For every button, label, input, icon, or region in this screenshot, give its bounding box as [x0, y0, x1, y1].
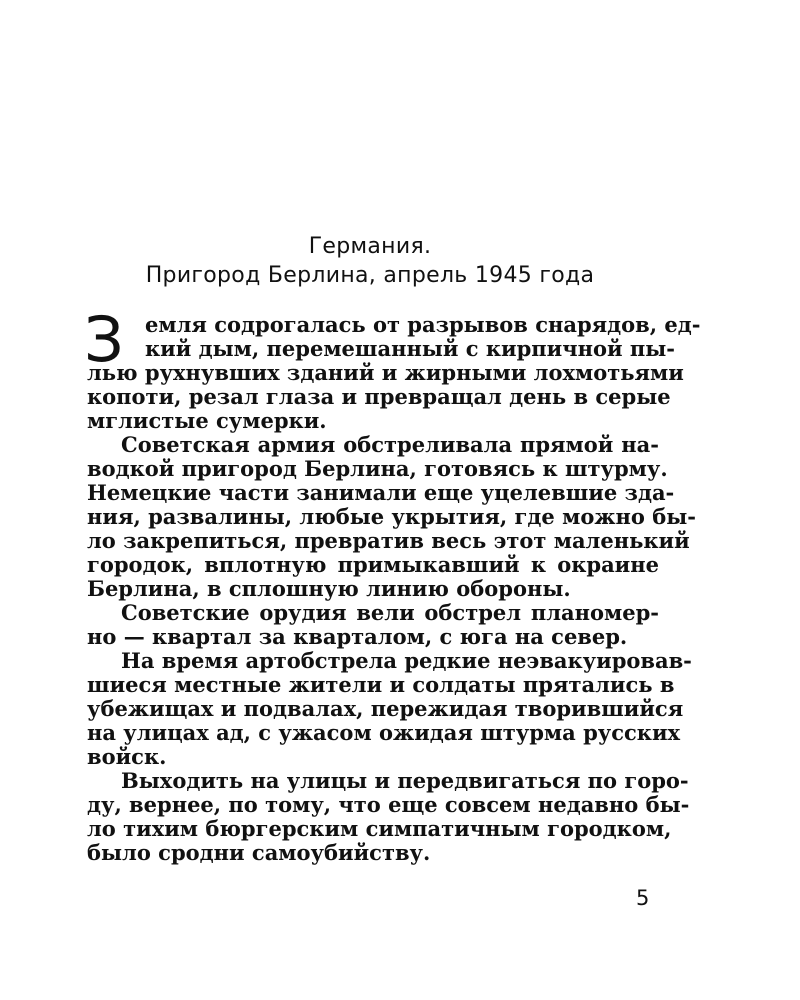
body-text [84, 303, 701, 865]
text-line: ло закрепиться, превратив весь этот маленький [87, 528, 690, 553]
text-line: ния, развалины, любые укрытия, где можно бы- [87, 504, 696, 529]
text-line: Берлина, в сплошную линию обороны. [87, 576, 571, 601]
heading-line-place-date: Пригород Берлина, апрель 1945 года [145, 263, 595, 288]
text-line: водкой пригород Берлина, готовясь к штурму. [87, 456, 668, 481]
text-line: Советская армия обстреливала прямой на- [121, 432, 659, 457]
text-line: На время артобстрела редкие неэвакуировав- [121, 648, 692, 673]
page-number: 5 [636, 886, 650, 910]
text-line: ду, вернее, по тому, что еще совсем недавно бы- [87, 792, 690, 817]
text-line: Советские орудия вели обстрел планомер- [121, 600, 659, 625]
text-line: на улицах ад, с ужасом ожидая штурма русских [87, 720, 681, 745]
chapter-heading [90, 232, 650, 290]
text-line: Выходить на улицы и передвигаться по горо- [121, 768, 689, 793]
text-line: убежищах и подвалах, пережидая творившийся [87, 696, 684, 721]
text-line: было сродни самоубийству. [87, 840, 431, 865]
text-line: кий дым, перемешанный с кирпичной пы- [145, 336, 676, 361]
text-line: войск. [87, 744, 167, 769]
text-line: З емля содрогалась от разрывов снарядов, ед- [84, 303, 701, 376]
text-line: но — квартал за кварталом, с юга на север. [87, 624, 628, 649]
heading-line-country: Германия. [308, 234, 432, 259]
text-line: Немецкие части занимали еще уцелевшие зда- [87, 480, 675, 505]
text-line: копоти, резал глаза и превращал день в серые [87, 384, 671, 409]
text-line: мглистые сумерки. [87, 408, 327, 433]
text-line: городок, вплотную примыкавший к окраине [87, 552, 659, 577]
drop-cap: З [84, 303, 124, 376]
text-line: ло тихим бюргерским симпатичным городком, [87, 816, 672, 841]
text-line: шиеся местные жители и солдаты прятались в [87, 672, 675, 697]
text-line: лью рухнувших зданий и жирными лохмотьями [87, 360, 684, 385]
